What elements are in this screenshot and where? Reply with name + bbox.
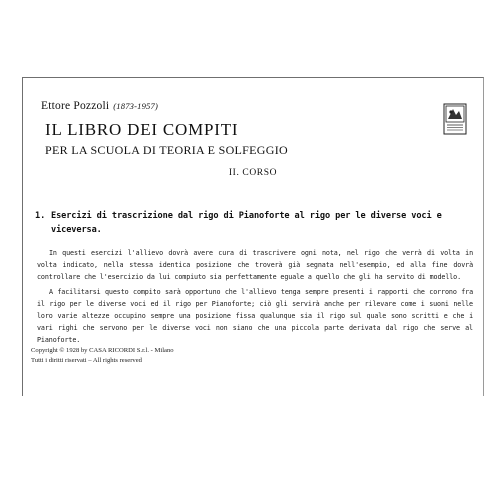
composer-name	[41, 100, 158, 112]
instructions-body	[37, 247, 473, 347]
score-page	[22, 77, 484, 396]
exercise-title-line2: viceversa.	[51, 225, 102, 235]
rights-line: Tutti i diritti riservati – All rights reserved	[31, 357, 142, 364]
casa-ricordi-logo-icon	[443, 103, 467, 135]
book-title: IL LIBRO DEI COMPITI	[45, 120, 239, 139]
composer-name-text: Ettore Pozzoli	[41, 100, 110, 112]
exercise-heading	[35, 209, 475, 237]
exercise-title-line1: Esercizi di trascrizione dal rigo di Pianoforte al rigo per le diverse voci e	[51, 211, 442, 221]
copyright-notice	[31, 346, 174, 366]
copyright-line: Copyright © 1928 by CASA RICORDI S.r.l. - Milano	[31, 347, 174, 354]
instruction-paragraph	[37, 286, 473, 347]
exercise-number: 1.	[35, 211, 46, 221]
instruction-paragraph-text: A facilitarsi questo compito sarà opportuno che l'allievo tenga sempre presenti i rapporti che corrono fra il rigo per le diverse voci ed il rigo per Pianoforte; ciò gli servirà anche per rilevare come i suoni nelle loro varie altezze occupino sempre una posizione fissa qualunque sia il rigo sul quale sono scritti e che i vari righi che servono per le diverse voci non siano che una piccola parte derivata dal rigo che serve al Pianoforte.	[37, 287, 473, 345]
instruction-paragraph	[37, 247, 473, 284]
composer-years: (1873-1957)	[113, 101, 158, 111]
book-subtitle: PER LA SCUOLA DI TEORIA E SOLFEGGIO	[45, 143, 288, 157]
instruction-paragraph-text: In questi esercizi l'allievo dovrà avere cura di trascrivere ogni nota, nel rigo che verrà di volta in volta indicato, nella stessa identica posizione che troverà già segnata nell'esempio, ed alla fine dovrà controllare che l'esercizio da lui compiuto sia perfettamente eguale a quello che gli ha servito di modello.	[37, 249, 473, 282]
course-label: II. CORSO	[228, 168, 278, 178]
